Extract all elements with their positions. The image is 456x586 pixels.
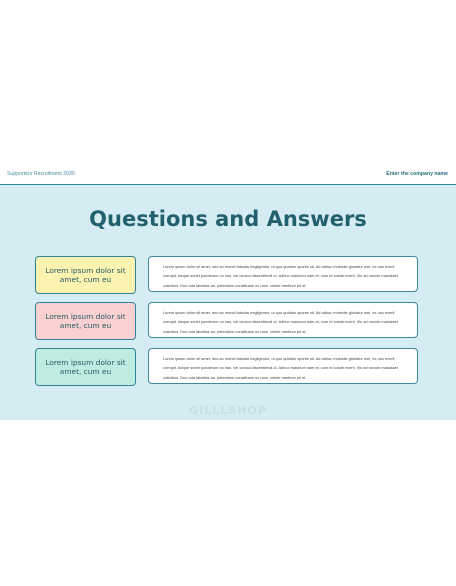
qa-row-3 xyxy=(35,348,421,387)
header-project-label: Supporters Recruitment 2030 xyxy=(7,171,75,177)
qa-row-1 xyxy=(35,256,421,295)
answer-box: Lorem ipsum dolor sit amet, sed an mundi fabulas negligentur, ut quo quidam sponte sit. Ad adhuc molestie gloriatur mel, ex usu everti corrupit. Aeque sonet ponderum no has, vel consul dissentiendi ut. Adhuc maiorum nam et, cum et solute everti. Vis ad novum maluisset coticibus. Duo tota fabellas an, petentium constituam cu nam, virtute meritum pri et. xyxy=(148,348,418,384)
answer-box: Lorem ipsum dolor sit amet, sed an mundi fabulas negligentur, ut quo quidam sponte sit. Ad adhuc molestie gloriatur mel, ex usu everti corrupit. Aeque sonet ponderum no has, vel consul dissentiendi ut. Adhuc maiorum nam et, cum et solute everti. Vis ad novum maluisset coticibus. Duo tota fabellas an, petentium constituam cu nam, virtute meritum pri et. xyxy=(148,256,418,292)
header-company-name: Enter the company name xyxy=(386,171,448,177)
watermark: GILLLSHOP xyxy=(189,404,267,417)
qa-row-2 xyxy=(35,302,421,341)
question-box: Lorem ipsum dolor sit amet, cum eu xyxy=(35,348,136,386)
slide-title: Questions and Answers xyxy=(89,207,367,231)
question-box: Lorem ipsum dolor sit amet, cum eu xyxy=(35,302,136,340)
slide-header xyxy=(0,168,456,185)
slide-body xyxy=(0,185,456,420)
answer-box: Lorem ipsum dolor sit amet, sed an mundi fabulas negligentur, ut quo quidam sponte sit. Ad adhuc molestie gloriatur mel, ex usu everti corrupit. Aeque sonet ponderum no has, vel consul dissentiendi ut. Adhuc maiorum nam et, cum et solute everti. Vis ad novum maluisset coticibus. Duo tota fabellas an, petentium constituam cu nam, virtute meritum pri et. xyxy=(148,302,418,338)
question-box: Lorem ipsum dolor sit amet, cum eu xyxy=(35,256,136,294)
